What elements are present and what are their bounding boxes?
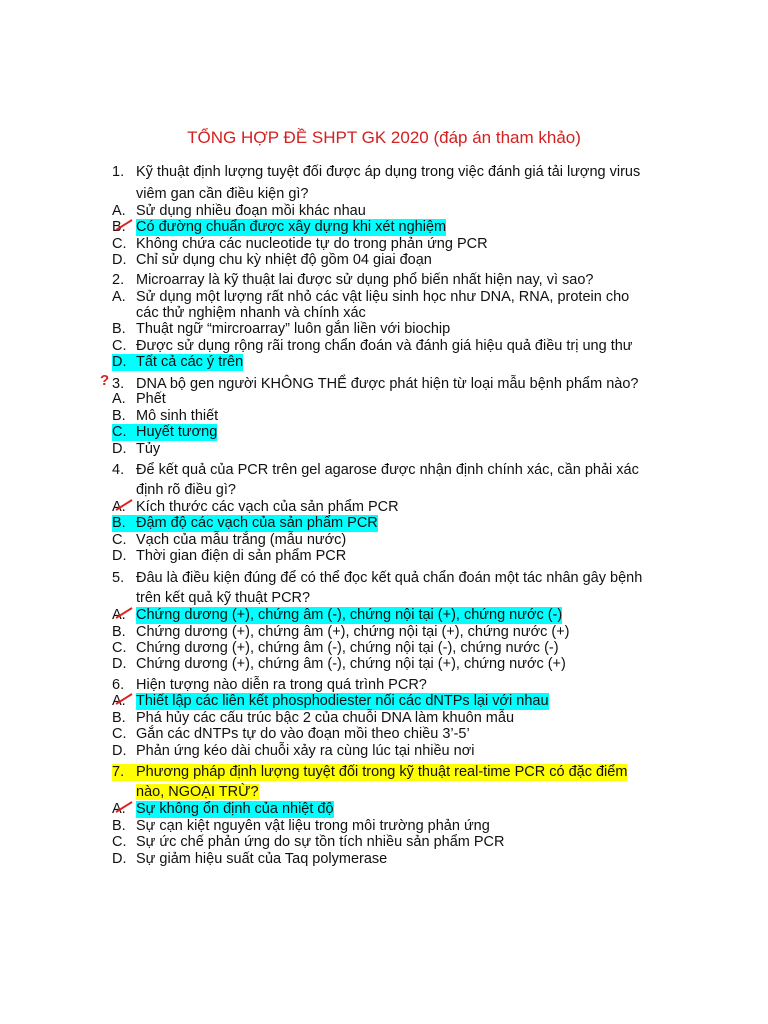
option-letter: A. bbox=[112, 801, 126, 817]
option-text: Thuật ngữ “mircroarray” luôn gắn liền với biochip bbox=[136, 321, 451, 337]
option-letter: B. bbox=[112, 408, 126, 424]
page-title: TỔNG HỢP ĐỀ SHPT GK 2020 (đáp án tham khảo) bbox=[187, 128, 581, 147]
question-number: 5. bbox=[112, 570, 125, 586]
option-text: Được sử dụng rộng rãi trong chẩn đoán và đánh giá hiệu quả điều trị ung thư bbox=[136, 338, 633, 354]
highlighted-question: Phương pháp định lượng tuyệt đối trong kỹ thuật real-time PCR có đặc điểm bbox=[136, 764, 628, 780]
red-check-mark-icon bbox=[114, 692, 134, 706]
question-number: 6. bbox=[112, 677, 125, 693]
highlighted-answer: Đậm độ các vạch của sản phẩm PCR bbox=[136, 515, 378, 531]
option-letter: C. bbox=[112, 236, 127, 252]
question-number: 4. bbox=[112, 462, 125, 478]
option-letter: C. bbox=[112, 338, 127, 354]
question-5-cont bbox=[136, 590, 310, 607]
option-letter: D. bbox=[112, 441, 127, 457]
question-1-cont bbox=[136, 186, 309, 203]
question-text: viêm gan cần điều kiện gì? bbox=[136, 186, 309, 202]
option-text: các thử nghiệm nhanh và chính xác bbox=[136, 305, 366, 321]
option-text: Gắn các dNTPs tự do vào đoạn mồi theo chiều 3’-5’ bbox=[136, 726, 470, 742]
option-letter: B. bbox=[112, 818, 126, 834]
option-text: Sử dụng nhiều đoạn mồi khác nhau bbox=[136, 203, 366, 219]
question-number: 1. bbox=[112, 164, 125, 180]
option-text: Sự ức chế phản ứng do sự tồn tích nhiều sản phẩm PCR bbox=[136, 834, 505, 850]
question-number: 7. bbox=[112, 764, 136, 781]
question-text: DNA bộ gen người KHÔNG THỂ được phát hiện từ loại mẫu bệnh phẩm nào? bbox=[136, 376, 639, 392]
option-letter: B. bbox=[112, 624, 126, 640]
option-text: Sự giảm hiệu suất của Taq polymerase bbox=[136, 851, 388, 867]
option-letter: D. bbox=[112, 252, 127, 268]
option-letter: C. bbox=[112, 424, 136, 441]
question-text: trên kết quả kỹ thuật PCR? bbox=[136, 590, 311, 606]
question-4-cont bbox=[136, 482, 236, 499]
option-letter: D. bbox=[112, 656, 127, 672]
red-check-mark-icon bbox=[114, 800, 134, 814]
option-letter: A. bbox=[112, 289, 126, 305]
red-check-mark-icon bbox=[114, 498, 134, 512]
option-letter: B. bbox=[112, 710, 126, 726]
option-text: Thời gian điện di sản phẩm PCR bbox=[136, 548, 347, 564]
question-text: Kỹ thuật định lượng tuyệt đối được áp dụng trong việc đánh giá tải lượng virus bbox=[136, 164, 641, 180]
question-mark-annotation: ? bbox=[100, 372, 110, 389]
option-cont bbox=[136, 305, 366, 322]
option-letter: D. bbox=[112, 851, 127, 867]
option-text: Kích thước các vạch của sản phẩm PCR bbox=[136, 499, 399, 515]
option-letter: C. bbox=[112, 532, 127, 548]
option-text: Chứng dương (+), chứng âm (-), chứng nội tại (-), chứng nước (-) bbox=[136, 640, 559, 656]
option-text: Tủy bbox=[136, 441, 161, 457]
option-text: Chứng dương (+), chứng âm (+), chứng nội tại (+), chứng nước (+) bbox=[136, 624, 570, 640]
option-letter: D. bbox=[112, 354, 136, 371]
option-letter: C. bbox=[112, 834, 127, 850]
highlighted-answer: Thiết lập các liên kết phosphodiester nối các dNTPs lại với nhau bbox=[136, 693, 549, 709]
option-text: Mô sinh thiết bbox=[136, 408, 219, 424]
option-letter: B. bbox=[112, 219, 126, 235]
option-text: Phá hủy các cấu trúc bậc 2 của chuỗi DNA làm khuôn mẫu bbox=[136, 710, 515, 726]
option-text: Sử dụng một lượng rất nhỏ các vật liệu sinh học như DNA, RNA, protein cho bbox=[136, 289, 630, 305]
highlighted-answer: Huyết tương bbox=[136, 424, 218, 440]
red-check-mark-icon bbox=[114, 606, 134, 620]
highlighted-answer: Sự không ổn định của nhiệt độ bbox=[136, 801, 334, 817]
option-letter: C. bbox=[112, 726, 127, 742]
highlighted-answer: Chứng dương (+), chứng âm (-), chứng nội tại (+), chứng nước (-) bbox=[136, 607, 563, 623]
option-letter: A. bbox=[112, 391, 126, 407]
option-letter: A. bbox=[112, 607, 126, 623]
option-text: Phản ứng kéo dài chuỗi xảy ra cùng lúc tại nhiều nơi bbox=[136, 743, 475, 759]
highlighted-question: nào, NGOẠI TRỪ? bbox=[136, 784, 259, 800]
option-text: Chứng dương (+), chứng âm (-), chứng nội tại (+), chứng nước (+) bbox=[136, 656, 566, 672]
question-7-cont bbox=[136, 784, 259, 801]
option-text: Không chứa các nucleotide tự do trong phản ứng PCR bbox=[136, 236, 488, 252]
question-number: 3. bbox=[112, 376, 125, 392]
option-text: Vạch của mẫu trắng (mẫu nước) bbox=[136, 532, 347, 548]
option-text: Phết bbox=[136, 391, 166, 407]
highlighted-answer: Có đường chuẩn được xây dựng khi xét nghiệm bbox=[136, 219, 447, 235]
option-letter: C. bbox=[112, 640, 127, 656]
option-letter: A. bbox=[112, 693, 126, 709]
question-number: 2. bbox=[112, 272, 125, 288]
highlighted-answer: Tất cả các ý trên bbox=[136, 354, 244, 370]
question-text: định rõ điều gì? bbox=[136, 482, 236, 498]
question-text: Để kết quả của PCR trên gel agarose được nhận định chính xác, cần phải xác bbox=[136, 462, 639, 478]
option-letter: B. bbox=[112, 515, 136, 532]
option-text: Sự cạn kiệt nguyên vật liệu trong môi trường phản ứng bbox=[136, 818, 490, 834]
option-letter: A. bbox=[112, 499, 126, 515]
question-text: Microarray là kỹ thuật lai được sử dụng phổ biến nhất hiện nay, vì sao? bbox=[136, 272, 594, 288]
option-letter: A. bbox=[112, 203, 126, 219]
option-letter: D. bbox=[112, 548, 127, 564]
question-text: Hiện tượng nào diễn ra trong quá trình PCR? bbox=[136, 677, 427, 693]
red-check-mark-icon bbox=[114, 218, 134, 232]
question-text: Đâu là điều kiện đúng để có thể đọc kết quả chẩn đoán một tác nhân gây bệnh bbox=[136, 570, 643, 586]
option-letter: B. bbox=[112, 321, 126, 337]
option-letter: D. bbox=[112, 743, 127, 759]
option-text: Chỉ sử dụng chu kỳ nhiệt độ gồm 04 giai đoạn bbox=[136, 252, 432, 268]
